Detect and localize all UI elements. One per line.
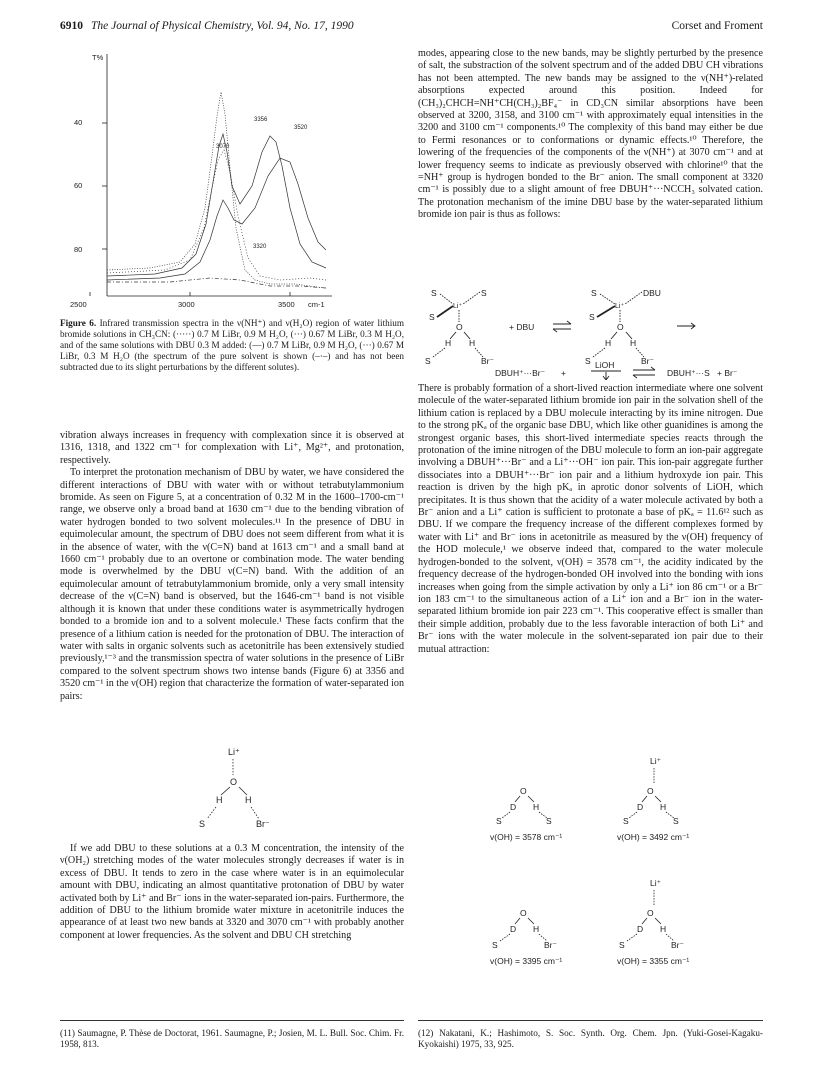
caption-text: Infrared transmission spectra in the ν(NH⁺) and ν(H₂O) region of water lithium bromide solutions in CH₃CN: (·····) 0.7 M LiBr, 0.9 M H₂O, (···) 0.67 M LiBr, 0.3 M H₂O, and of the same solutions with DBU 0.3 M added: (—) 0.7 M LiBr, 0.9 M H₂O, (···) 0.67 M LiBr, 0.3 M H₂O (the spectrum of the pure solvent is shown (–·–) and has not been subtracted due to its slight perturbations by the different solutes). — [60, 318, 405, 372]
r1-oxygen: O — [456, 322, 463, 332]
band-label-3520: 3520 — [294, 125, 308, 131]
r2-oxygen: O — [617, 322, 624, 332]
r2-s-bottom: S — [585, 356, 591, 366]
c4-h: H — [660, 924, 667, 934]
x-tick-3500: 3500 — [278, 300, 295, 309]
r1-solvent-top-left: S — [431, 288, 437, 298]
p-dbuh-br: DBUH⁺···Br⁻ — [495, 368, 546, 378]
trace-dbu-solid-a — [107, 134, 326, 276]
c3-d: D — [510, 924, 517, 934]
c4-d: D — [637, 924, 644, 934]
trace-solvent-dashdot — [107, 278, 326, 288]
x-tick-2500: 2500 — [70, 300, 87, 309]
c2-d: D — [637, 802, 644, 812]
left-column-upper — [60, 430, 404, 703]
paragraph-reaction-intermediate: There is probably formation of a short-lived reaction intermediate where one solvent molecule of the water-separated lithium bromide ion pair in the solvation shell of the lithium cation is replaced by a DBU molecule interacting by its imine nitrogen. Due to the strong pKₐ of the organic base DBU, which like other guanidines is among the strongest organic bases, this short-lived intermediate species reacts through the protonation of the imine nitrogen of the DBU molecule to form an ion-pair aggregate involving a DBUH⁺···Br⁻ and a Li⁺···OH⁻ ion pair. This ion-pair aggregate further dissociates into a DBUH⁺···Br⁻ ion pair and a lithium hydroxyde ion pair. This reaction is driven by the high pKₐ in aprotic donor solvents of LiOH, which precipitates. It is thus shown that the acidity of a water molecule activated by both a Br⁻ anion and a Li⁺ cation is sufficient to protonate a base of pKₐ = 11.6¹² such as DBU. If we compare the frequency increase of the different complexes formed by water with Li⁺ and Br⁻ ions in acetonitrile as measured by the ν(OH) frequency of the HOD molecule,¹ we observe indeed that, compared to the water molecule hydrogen-bonded to the solvent, ν(OH) = 3578 cm⁻¹, the acidity indicated by the frequency decrease of the hydrogen-bonded OH involved into the bonding with ions increases when going from the simple activation by only a Li⁺ ion 86 cm⁻¹ or a Br⁻ ion 183 cm⁻¹ to the simultaneous action of a Li⁺ ion and a Br⁻ ion in the water-separated lithium bromide ion pair 223 cm⁻¹. This cooperative effect is smaller than their simple addition, probably due to the less favorable interaction of both Li⁺ and Br⁻ ions with the water molecule in the solvent-separated ion pair due to their mutual attraction: — [418, 383, 763, 655]
paragraph-protonation: To interpret the protonation mechanism of DBU by water, we have considered the different interactions of DBU with water with or without tetrabutylammonium bromide. As seen on Figure 5, at a concentration of 0.32 M in the 1600–1700-cm⁻¹ range, we observe only a broad band at 1630 cm⁻¹ due to the bending vibration of water hydrogen bonded to two solvent molecules.¹¹ In the presence of DBU in equimolecular amount, the spectrum of DBU does not seem different from what it is in the absence of water, with the ν(C=N) band at 1613 cm⁻¹ and a small band at 1660 cm⁻¹ probably due to an overtone or combination mode. The water bending mode is overwhelmed by the DBU ν(C=N) band. With the addition of an equimolecular amount of tetrabutylammonium bromide, only a very small intensity decrease of the ν(C=N) band is observed, but the 1646-cm⁻¹ band is not visible although it is known that under these conditions water is asymmetrically hydrogen bonded to a bromide ion and to a solvent molecule.¹ These facts confirm that the presence of a lithium cation is needed for the protonation of DBU. The interaction of water with salts in organic solvents such as acetonitrile has been extensively studied previously,¹⁻³ and the transmission spectra of water solutions in the presence of LiBr compared to the solvent spectrum shows two intense bands (Figure 6) at 3356 and 3520 cm⁻¹ in the ν(OH) region that characterize the formation of water-separated ion pairs: — [60, 467, 404, 702]
c4-s: S — [619, 940, 625, 950]
voh-3395: v(OH) = 3395 cm⁻¹ — [490, 956, 563, 966]
c3-oxygen: O — [520, 908, 527, 918]
c2-li: Li⁺ — [650, 756, 662, 766]
band-label-3356: 3356 — [254, 117, 268, 123]
page-number: 6910 — [60, 20, 83, 32]
r2-solvent-left: S — [589, 312, 595, 322]
footnote-rule-left — [60, 1020, 404, 1021]
c1-h: H — [533, 802, 540, 812]
c4-oxygen: O — [647, 908, 654, 918]
solvent: S — [199, 819, 206, 829]
r2-dbu: DBU — [643, 288, 661, 298]
paragraph-dbu-addition: If we add DBU to these solutions at a 0.3 M concentration, the intensity of the ν(OH₂) stretching modes of the water molecules strongly decreases if water is in excess of DBU. It tends to zero in the case where water is in an equimolecular amount with DBU, indicating an almost quantitative protonation of DBU by water activated both by Li⁺ and Br⁻ ions in the water-separated ion-pairs. Furthermore, the addition of DBU to the lithium bromide water mixture in acetonitrile induces the appearance of at least two new bands at 3320 and 3070 cm⁻¹ with probably another component at lower frequencies. As the solvent and DBU CH stretching — [60, 843, 404, 941]
band-label-3070: 3070 — [216, 144, 230, 150]
r1-h-left: H — [445, 338, 452, 348]
figure-caption — [60, 318, 404, 373]
c1-oxygen: O — [520, 786, 527, 796]
r1-br: Br⁻ — [481, 356, 494, 366]
running-header — [60, 20, 763, 36]
right-column-upper — [418, 48, 763, 222]
c2-oxygen: O — [647, 786, 654, 796]
water-complexes-scheme — [460, 750, 730, 1010]
c1-d: D — [510, 802, 517, 812]
figure-axes — [90, 54, 332, 296]
left-column-lower — [60, 843, 404, 942]
plus-dbu: + DBU — [509, 322, 535, 332]
r1-solvent-left: S — [429, 312, 435, 322]
r1-li: Li⁺ — [453, 303, 463, 310]
y-axis-title: T% — [92, 53, 104, 62]
r2-br: Br⁻ — [641, 356, 654, 366]
c3-s: S — [492, 940, 498, 950]
r1-h-right: H — [469, 338, 476, 348]
r1-solvent-top-right: S — [481, 288, 487, 298]
r2-h-right: H — [630, 338, 637, 348]
voh-3492: v(OH) = 3492 cm⁻¹ — [617, 832, 690, 842]
figure-6-spectrum — [70, 48, 360, 310]
x-unit: cm-1 — [308, 300, 325, 309]
y-tick-80: 80 — [74, 245, 83, 254]
p-dbuh-s: DBUH⁺···S — [667, 368, 710, 378]
hydrogen-right: H — [245, 795, 252, 805]
c4-li: Li⁺ — [650, 878, 662, 888]
r2-h-left: H — [605, 338, 612, 348]
scheme-water-separated-ion-pair — [185, 743, 295, 837]
c1-s-right: S — [546, 816, 552, 826]
li-cation: Li⁺ — [228, 747, 240, 757]
authors: Corset and Froment — [671, 20, 763, 32]
p-lioh: LiOH — [595, 360, 615, 370]
x-tick-3000: 3000 — [178, 300, 195, 309]
footnote-12: (12) Nakatani, K.; Hashimoto, S. Soc. Synth. Org. Chem. Jpn. (Yuki-Gosei-Kagaku-Kyokaishi) 1975, 33, 925. — [418, 1028, 763, 1049]
figure-label: Figure 6. — [60, 318, 97, 328]
spectrum-traces — [107, 92, 326, 288]
paragraph-vibration: vibration always increases in frequency with complexation since it is observed at 1316, 1318, and 1322 cm⁻¹ for complexation with Li⁺, Mg²⁺, and protonation, respectively. — [60, 430, 404, 466]
c3-h: H — [533, 924, 540, 934]
hydrogen-left: H — [216, 795, 223, 805]
footnote-11: (11) Saumagne, P. Thèse de Doctorat, 1961. Saumagne, P.; Josien, M. L. Bull. Soc. Chim. Fr. 1958, 813. — [60, 1028, 404, 1049]
c2-s-left: S — [623, 816, 629, 826]
r1-s-bottom: S — [425, 356, 431, 366]
trace-salt-water-dotted — [107, 92, 325, 288]
journal-title: The Journal of Physical Chemistry, Vol. 94, No. 17, 1990 — [91, 20, 354, 32]
right-column-lower — [418, 383, 763, 656]
y-tick-40: 40 — [74, 118, 83, 127]
c1-s-left: S — [496, 816, 502, 826]
r2-solvent-top: S — [591, 288, 597, 298]
voh-3578: v(OH) = 3578 cm⁻¹ — [490, 832, 563, 842]
trace-salt-water-dotted-b — [107, 150, 326, 280]
paragraph-nh-bands: modes, appearing close to the new bands, may be slightly perturbed by the presence of salt, the substraction of the solvent spectrum and of the added DBU CH vibrations has not been attempted. The new bands may be assigned to the ν(NH⁺)-related absorptions expected around this position. Indeed for (CH₃)₂CHCH=NH⁺CH(CH₃)₂BF₄⁻ in CD₃CN similar absorptions have been observed at 3200, 3158, and 3100 cm⁻¹ with approximately equal intensities in the 3200 and 3100 cm⁻¹ components.¹⁰ The complexity of this band may either be due to Fermi resonances or to conformations or dynamic effects.¹⁰ Therefore, the lowering of the frequencies of the components of the ν(NH⁺) at 3070 cm⁻¹ and at lower frequency seems to indicate as previously observed with chlorine¹⁰ that the =NH⁺ group is hydrogen bonded to the Br⁻ anion. The small component at 3320 cm⁻¹ is possibly due to a slight amount of free DBUH⁺···NCCH₃ solvated cation. The protonation mechanism of the imine DBU base by the water-separated lithium bromide ion pair is thus as follows: — [418, 48, 763, 221]
y-tick-60: 60 — [74, 181, 83, 190]
c2-s-right: S — [673, 816, 679, 826]
footnote-rule-right — [418, 1020, 763, 1021]
voh-3355: v(OH) = 3355 cm⁻¹ — [617, 956, 690, 966]
c2-h: H — [660, 802, 667, 812]
p-plus-br: + Br⁻ — [717, 368, 738, 378]
r2-li: Li⁺ — [615, 303, 625, 310]
c4-br: Br⁻ — [671, 940, 684, 950]
bromide: Br⁻ — [256, 819, 270, 829]
reaction-scheme — [425, 284, 760, 380]
oxygen: O — [230, 777, 238, 787]
c3-br: Br⁻ — [544, 940, 557, 950]
p-plus: + — [561, 368, 566, 378]
band-label-3320: 3320 — [253, 244, 267, 250]
